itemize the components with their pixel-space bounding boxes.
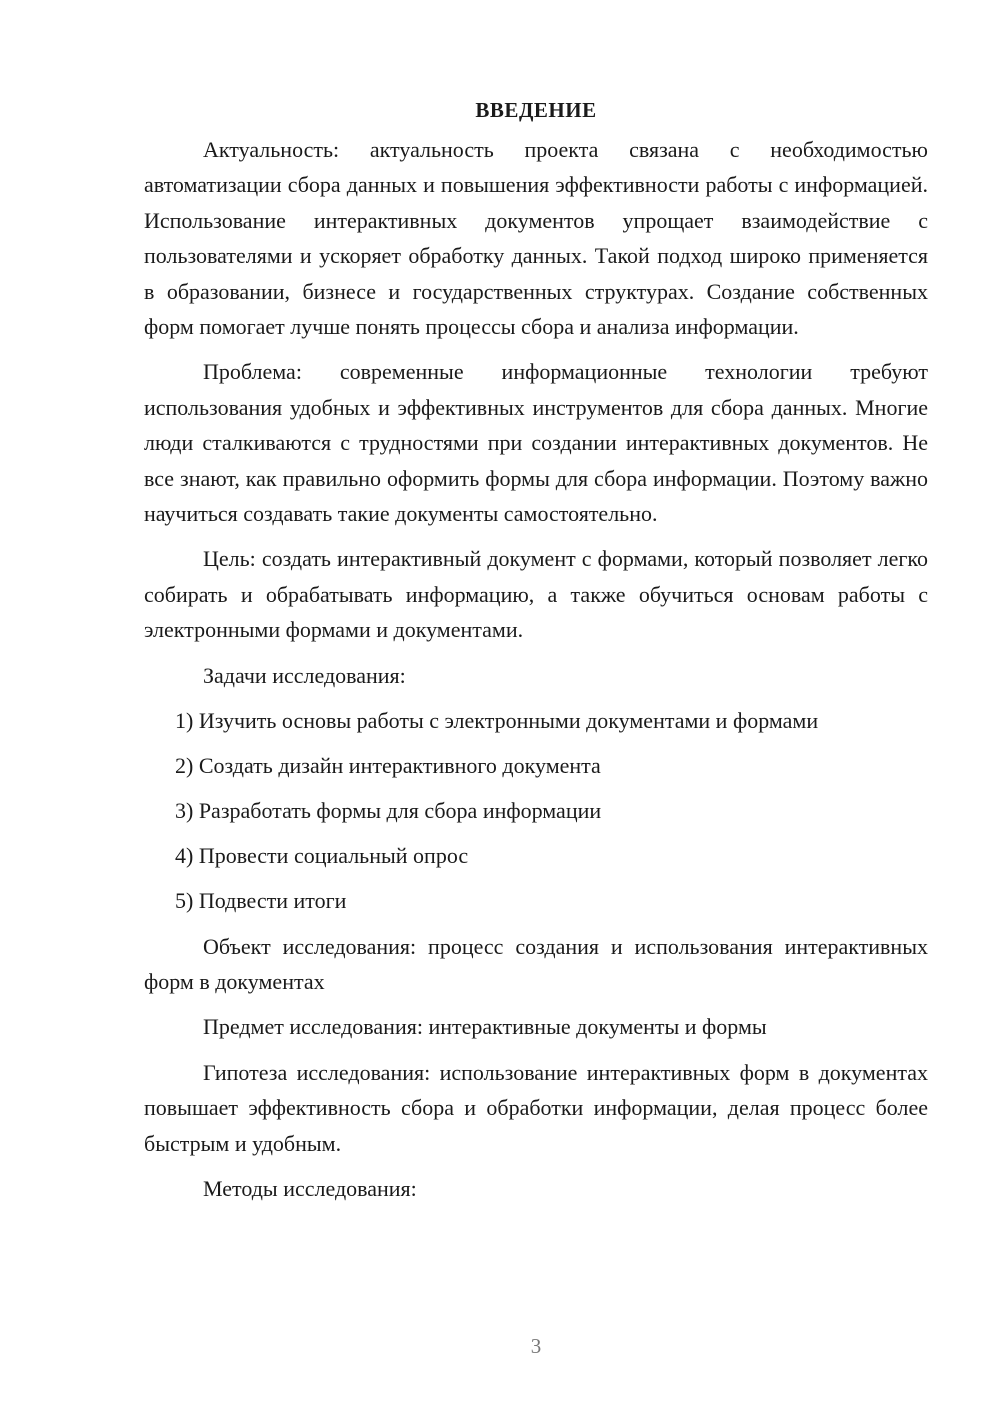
task-item-3: 3) Разработать формы для сбора информации [175, 798, 602, 824]
document-page [144, 92, 928, 1206]
subject-paragraph: Предмет исследования: интерактивные документы и формы [203, 1014, 767, 1040]
page-number: 3 [530, 1334, 542, 1358]
object-paragraph: Объект исследования: процесс создания и использования интерактивных форм в документах [144, 933, 928, 994]
problem-paragraph: Проблема: современные информационные технологии требуют использования удобных и эффективных инструментов для сбора данных. Многие люди сталкиваются с трудностями при создании интерактивных документов. Не все знают, как правильно оформить формы для сбора информации. Поэтому важно научиться создавать такие документы самостоятельно. [144, 359, 928, 527]
tasks-list [144, 703, 928, 918]
goal-paragraph: Цель: создать интерактивный документ с формами, который позволяет легко собирать и обрабатывать информацию, а также обучиться основам работы с электронными формами и документами. [144, 546, 928, 643]
task-item-4: 4) Провести социальный опрос [175, 843, 469, 869]
hypothesis-paragraph: Гипотеза исследования: использование интерактивных форм в документах повышает эффективность сбора и обработки информации, делая процесс более быстрым и удобным. [144, 1059, 928, 1156]
methods-heading: Методы исследования: [203, 1175, 417, 1201]
relevance-paragraph: Актуальность: актуальность проекта связана с необходимостью автоматизации сбора данных и повышения эффективности работы с информацией. Использование интерактивных документов упрощает взаимодействие с пользователями и ускоряет обработку данных. Такой подход широко применяется в образовании, бизнесе и государственных структурах. Создание собственных форм помогает лучше понять процессы сбора и анализа информации. [144, 137, 928, 340]
task-item-1: 1) Изучить основы работы с электронными документами и формами [175, 708, 819, 734]
tasks-heading: Задачи исследования: [203, 662, 406, 688]
page-title: ВВЕДЕНИЕ [475, 98, 597, 122]
task-item-2: 2) Создать дизайн интерактивного документа [175, 753, 601, 779]
task-item-5: 5) Подвести итоги [175, 888, 347, 914]
